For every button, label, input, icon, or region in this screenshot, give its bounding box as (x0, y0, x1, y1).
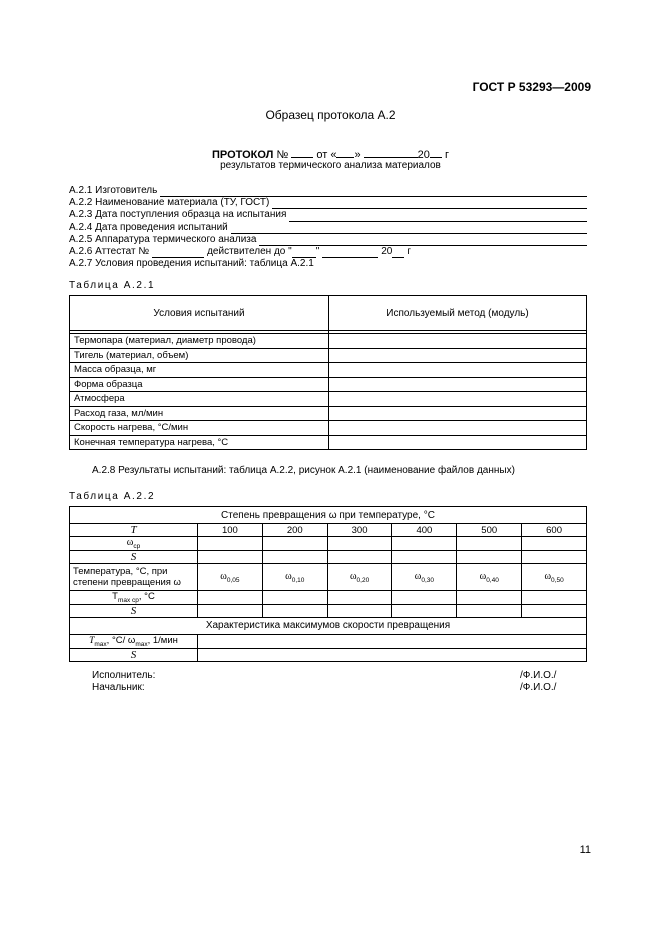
table1-value-cell (329, 406, 587, 421)
attestat-month-blank (322, 248, 378, 258)
s-label: S (70, 604, 198, 617)
table2-s-row-2 (70, 604, 587, 617)
protocol-fields (69, 185, 587, 270)
table2-cell (522, 591, 587, 605)
attestat-label: А.2.6 Аттестат № (69, 245, 150, 257)
omega-avg-label (70, 537, 198, 551)
omega-cell (198, 564, 263, 591)
table2-cell (198, 551, 263, 564)
table1-row-label: Термопара (материал, диаметр провода) (70, 334, 329, 349)
table-row (70, 334, 587, 349)
field-label: А.2.3 Дата поступления образца на испытания (69, 209, 287, 221)
table2-cell (392, 537, 457, 551)
rate-mid: , °С/ ω (106, 634, 136, 646)
temp-value: 600 (522, 524, 587, 537)
protocol-year-blank (430, 148, 442, 158)
table2-conversion-row (70, 564, 587, 591)
table1-row-label: Конечная температура нагрева, °С (70, 435, 329, 450)
tmax-subscript: max (94, 640, 107, 648)
tmax-symbol: T (89, 635, 95, 646)
protocol-from: от « (316, 149, 337, 161)
table1-value-cell (329, 435, 587, 450)
table2-cell (262, 604, 327, 617)
table2-cell (327, 537, 392, 551)
field-label: А.2.4 Дата проведения испытаний (69, 221, 228, 233)
table2-s-row-3 (70, 648, 587, 661)
temp-value: 100 (198, 524, 263, 537)
attestat-year-suffix: г (407, 245, 412, 257)
table2-cell (392, 551, 457, 564)
omega-subscript: ср (133, 543, 141, 550)
attestat-quote: " (315, 245, 320, 257)
table1-row-label: Форма образца (70, 377, 329, 392)
omega-subscript: 0,50 (551, 576, 564, 584)
protocol-label: ПРОТОКОЛ (212, 149, 274, 161)
protocol-number-blank (291, 148, 313, 158)
tmax-subscript: max ср (117, 596, 139, 604)
protocol-day-blank (336, 148, 354, 158)
protocol-num-prefix: № (276, 149, 289, 161)
table1-col2-header: Используемый метод (модуль) (329, 296, 587, 331)
omega-symbol: ω (544, 570, 552, 582)
table2-max-rate-row (70, 634, 587, 648)
attestat-day-blank (292, 248, 316, 258)
protocol-year-prefix: 20 (417, 149, 430, 161)
table2-cell (392, 604, 457, 617)
table2-wide-cell (198, 634, 587, 648)
standard-header: ГОСТ Р 53293—2009 (472, 80, 591, 94)
field-test-date (69, 222, 587, 234)
tmax-symbol: T (112, 591, 118, 602)
temp-value: 500 (457, 524, 522, 537)
field-label: А.2.5 Аппаратура термического анализа (69, 233, 257, 245)
table2-caption: Таблица А.2.2 (69, 491, 156, 502)
protocol-month-blank (364, 148, 418, 158)
rate-unit: , 1/мин (147, 634, 178, 646)
attestat-year-blank (392, 248, 404, 258)
table2-cell (392, 591, 457, 605)
table1-row-label: Тигель (материал, объем) (70, 348, 329, 363)
omega-cell (392, 564, 457, 591)
fill-line (259, 236, 587, 246)
omega-max-subscript: max (135, 640, 148, 648)
field-label: А.2.7 Условия проведения испытаний: таблица А.2.1 (69, 258, 314, 270)
table2-cell (198, 591, 263, 605)
attestat-valid-until: действителен до " (207, 245, 292, 257)
attestat-year-prefix: 20 (381, 245, 393, 257)
table1-value-cell (329, 363, 587, 378)
omega-subscript: 0,10 (291, 576, 305, 584)
omega-subscript: 0,05 (226, 576, 240, 584)
omega-cell (457, 564, 522, 591)
table1-col1-header: Условия испытаний (70, 296, 329, 331)
table2-temperature-row (70, 524, 587, 537)
fill-line (289, 212, 587, 222)
table2-cell (457, 604, 522, 617)
field-manufacturer (69, 185, 587, 197)
temp-value: 200 (262, 524, 327, 537)
table-row (70, 435, 587, 450)
omega-cell (522, 564, 587, 591)
field-label: А.2.2 Наименование материала (ТУ, ГОСТ) (69, 197, 270, 209)
signature-fio: /Ф.И.О./ (520, 682, 557, 693)
omega-symbol: ω (220, 570, 227, 582)
t-label: T (70, 524, 198, 537)
field-conditions-ref (69, 258, 587, 270)
protocol-subtitle: результатов термического анализа материалов (220, 160, 441, 171)
table-row (70, 377, 587, 392)
table1-value-cell (329, 392, 587, 407)
omega-symbol: ω (126, 537, 134, 548)
table1-value-cell (329, 377, 587, 392)
table-row (70, 348, 587, 363)
field-material (69, 197, 587, 209)
omega-subscript: 0,20 (356, 576, 370, 584)
field-attestat (69, 246, 587, 258)
temp-value: 400 (392, 524, 457, 537)
table1-row-label: Скорость нагрева, °С/мин (70, 421, 329, 436)
s-label: S (70, 551, 198, 564)
table2-cell (457, 537, 522, 551)
omega-symbol: ω (349, 570, 357, 582)
omega-symbol: ω (414, 570, 422, 582)
table2-cell (262, 551, 327, 564)
table2-cell (327, 551, 392, 564)
table2-cell (262, 537, 327, 551)
table1-value-cell (329, 348, 587, 363)
table2-cell (522, 537, 587, 551)
protocol-year-suffix: г (444, 149, 449, 161)
page-number: 11 (579, 844, 591, 856)
fill-line (272, 199, 587, 209)
table2-cell (327, 591, 392, 605)
table2-cell (327, 604, 392, 617)
table1-row-label: Атмосфера (70, 392, 329, 407)
field-receipt-date (69, 209, 587, 221)
table2-cell (262, 591, 327, 605)
table1-value-cell (329, 421, 587, 436)
temp-label-line: Температура, °С, при (73, 566, 168, 577)
table2-tmax-row (70, 591, 587, 605)
table1-row-label: Расход газа, мл/мин (70, 406, 329, 421)
table2-omega-row (70, 537, 587, 551)
signature-fio: /Ф.И.О./ (520, 670, 557, 681)
tmax-rate-label (70, 634, 198, 648)
field-label: А.2.1 Изготовитель (69, 184, 158, 196)
temp-value: 300 (327, 524, 392, 537)
omega-subscript: 0,30 (421, 576, 435, 584)
omega-symbol: ω (479, 570, 487, 582)
table2-cell (198, 537, 263, 551)
attestat-number-blank (152, 248, 204, 258)
omega-cell (327, 564, 392, 591)
table2-char-head: Характеристика максимумов скорости превращения (70, 617, 587, 634)
tmax-unit: , °С (138, 591, 155, 602)
sample-title: Образец протокола А.2 (265, 108, 396, 122)
tmax-avg-label (70, 591, 198, 605)
table2-cell (522, 604, 587, 617)
table2-cell (522, 551, 587, 564)
signature-role: Исполнитель: (92, 670, 156, 681)
table-row (70, 392, 587, 407)
table1-caption: Таблица А.2.1 (69, 280, 156, 291)
field-apparatus (69, 234, 587, 246)
omega-symbol: ω (285, 570, 292, 582)
table2-cell (457, 551, 522, 564)
table-a22 (69, 506, 587, 662)
protocol-quote-close: » (354, 149, 361, 161)
results-ref: А.2.8 Результаты испытаний: таблица А.2.2, рисунок А.2.1 (наименование файлов данных) (92, 465, 515, 476)
table-row (70, 421, 587, 436)
fill-line (231, 224, 587, 234)
fill-line (160, 187, 587, 197)
table2-wide-cell (198, 648, 587, 661)
table1-row-label: Масса образца, мг (70, 363, 329, 378)
table2-head: Степень превращения ω при температуре, °С (70, 507, 587, 524)
table2-s-row (70, 551, 587, 564)
signature-role: Начальник: (92, 682, 145, 693)
table2-cell (457, 591, 522, 605)
table1-value-cell (329, 334, 587, 349)
s-label: S (70, 648, 198, 661)
temp-at-conversion-label (70, 564, 198, 591)
temp-label-line: степени превращения ω (73, 577, 181, 588)
table2-cell (198, 604, 263, 617)
omega-cell (262, 564, 327, 591)
table-a21 (69, 295, 587, 450)
table-row (70, 363, 587, 378)
table-row (70, 406, 587, 421)
omega-subscript: 0,40 (486, 576, 499, 584)
